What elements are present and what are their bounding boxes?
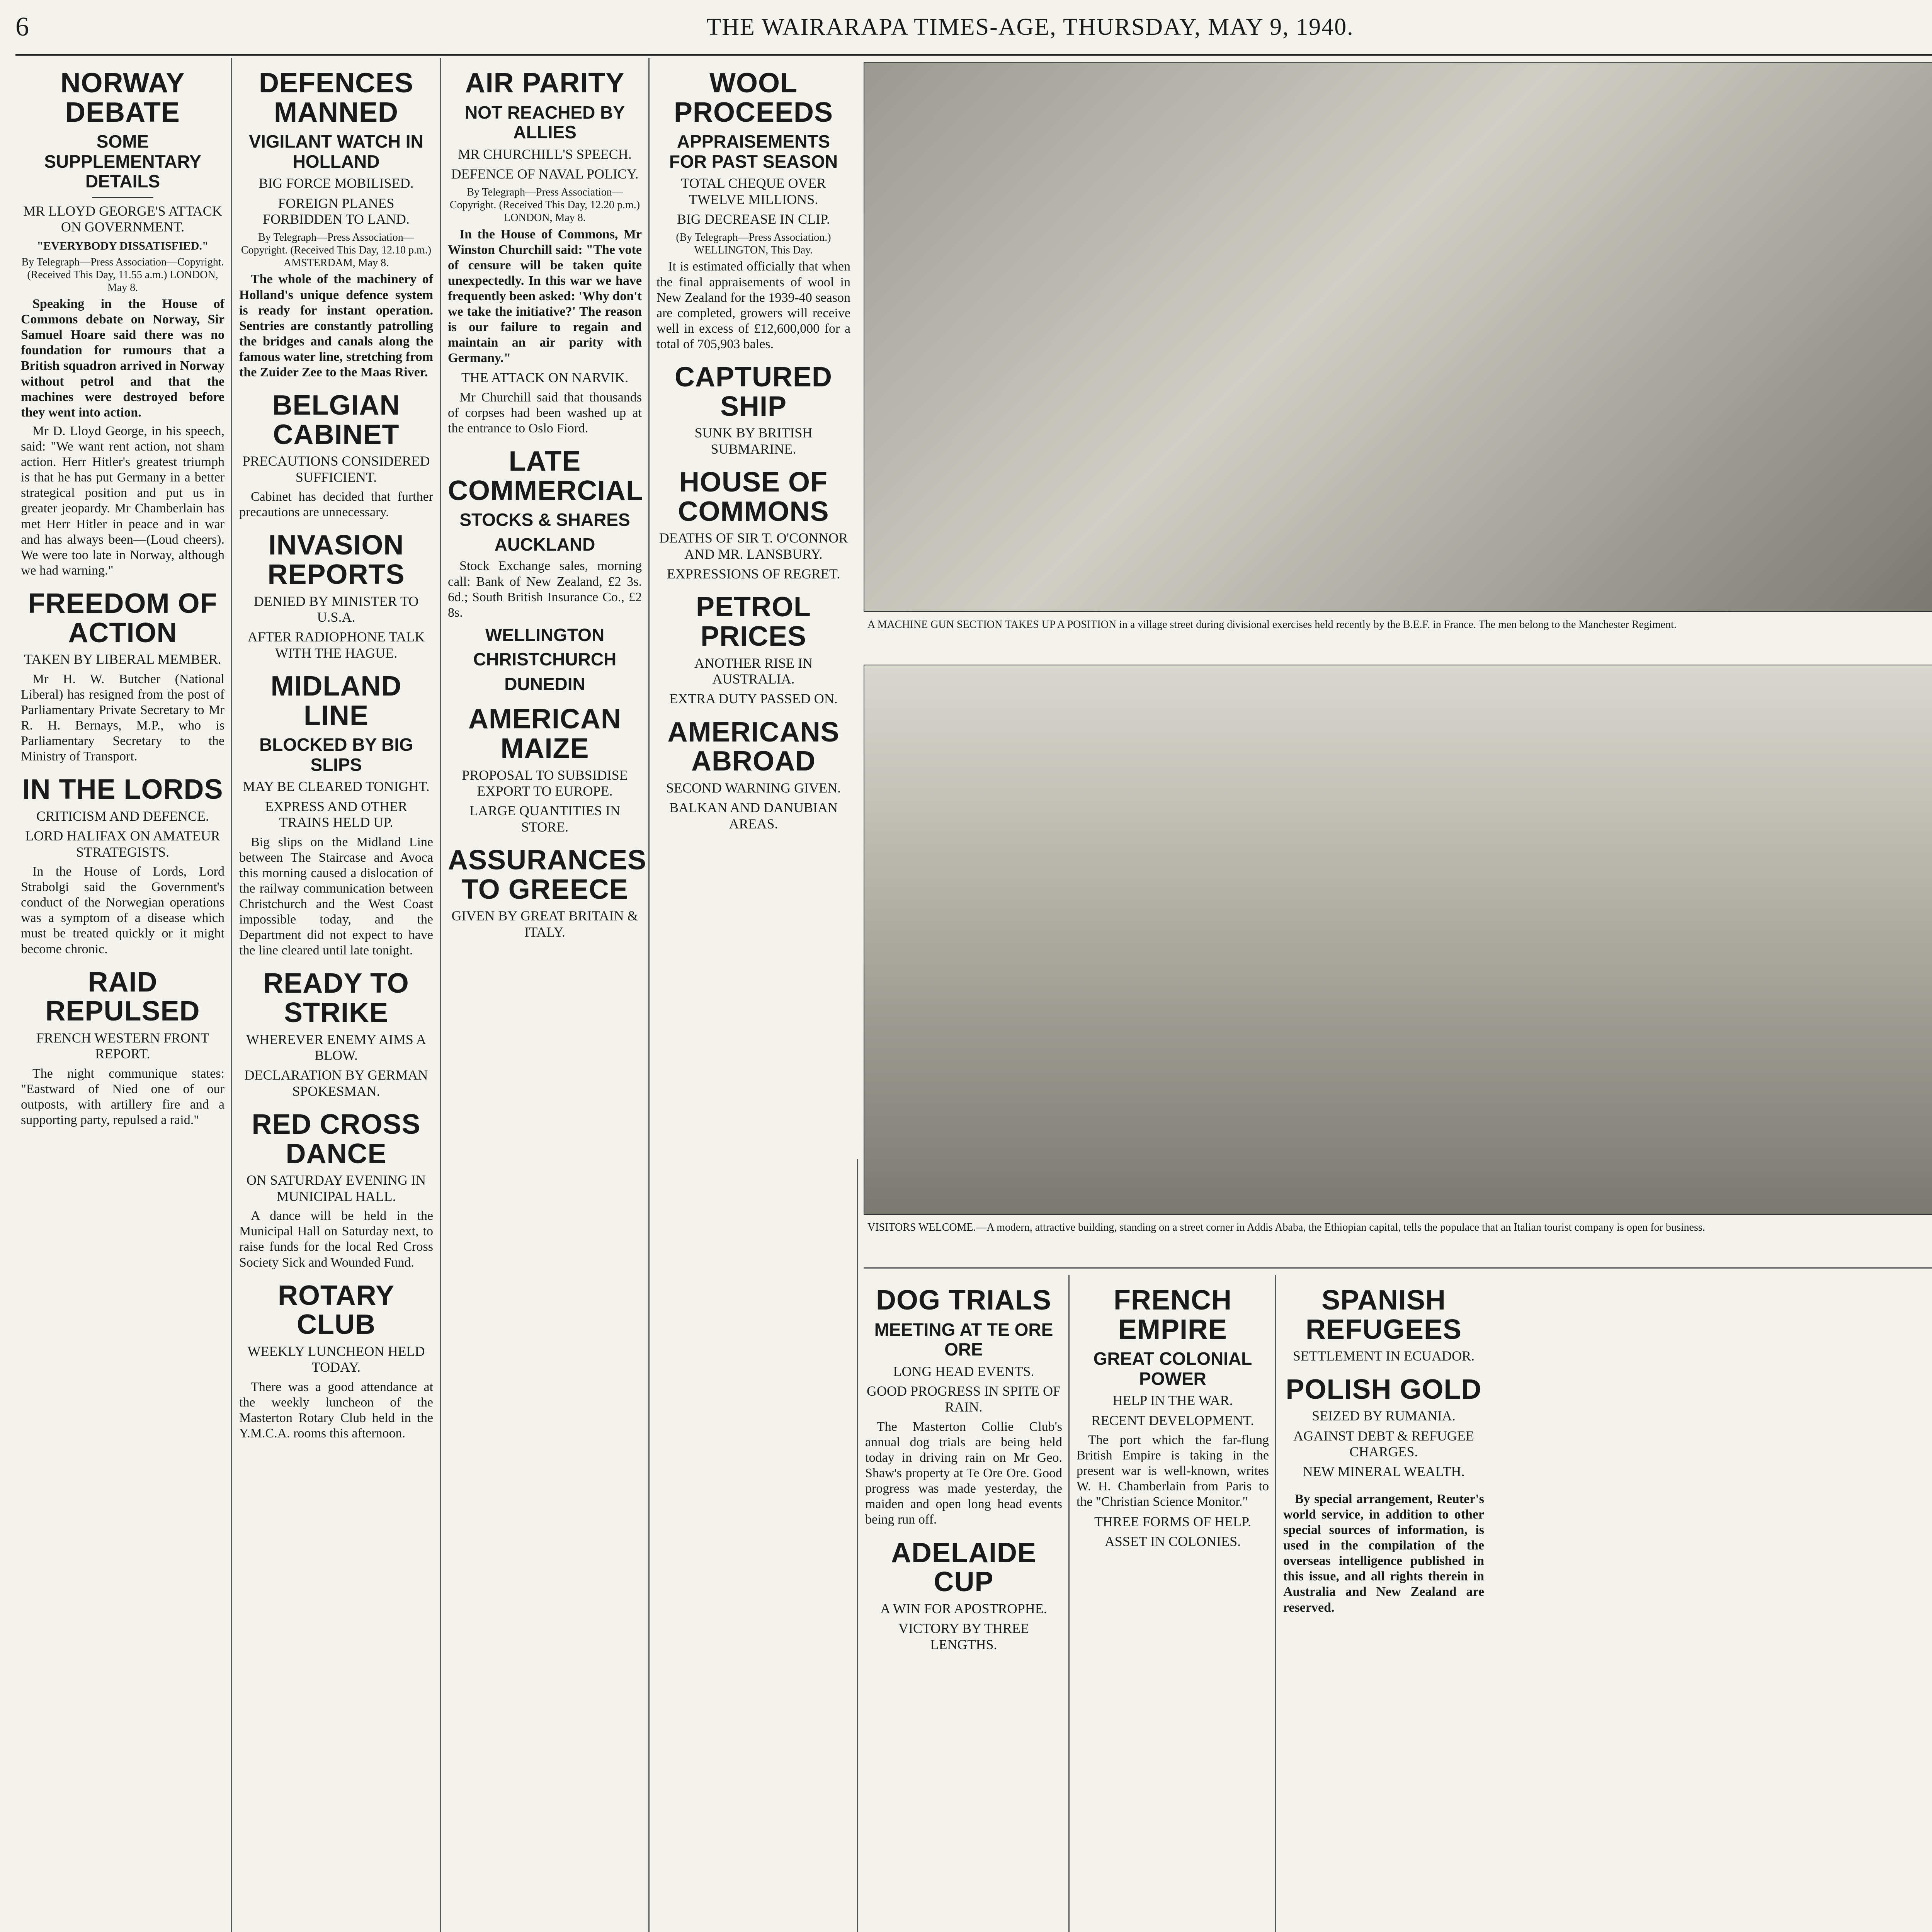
headline-dunedin: DUNEDIN [504, 673, 585, 694]
article-paragraph: Big slips on the Midland Line between The Staircase and Avoca this morning caused a dislocation of the railway communication between Christchurch and the West Coast impossible today, and the Department did not expect to have the line cleared until late tonight. [239, 835, 433, 958]
article-paragraph: Cabinet has decided that further precautions are unnecessary. [239, 490, 433, 520]
headline-rotary-club: ROTARY CLUB [278, 1280, 395, 1340]
column-4 [651, 58, 856, 1932]
deck: BIG FORCE MOBILISED. [259, 175, 414, 191]
headline-auckland: AUCKLAND [494, 534, 595, 554]
column-7 [1278, 1275, 1932, 1932]
column-2 [234, 58, 439, 1932]
deck: SUNK BY BRITISH SUBMARINE. [694, 425, 813, 457]
deck: A WIN FOR APOSTROPHE. [880, 1600, 1047, 1616]
headline-christchurch: CHRISTCHURCH [473, 649, 617, 670]
machine-gun-section-photo [864, 62, 1932, 612]
headline-american-maize: AMERICAN MAIZE [468, 704, 621, 764]
deck: HELP IN THE WAR. [1112, 1393, 1233, 1408]
credit-line: (By Telegraph—Press Association.) WELLINGTON, This Day. [676, 231, 831, 257]
deck: AFTER RADIOPHONE TALK WITH THE HAGUE. [247, 629, 425, 661]
subhead: VIGILANT WATCH IN HOLLAND [249, 131, 423, 172]
credit-line: By Telegraph—Press Association—Copyright. (Received This Day, 12.20 p.m.) LONDON, May 8. [449, 186, 640, 224]
deck: THE ATTACK ON NARVIK. [461, 370, 629, 386]
credit-line: By Telegraph—Press Association—Copyright. (Received This Day, 11.55 a.m.) LONDON, May 8. [21, 256, 224, 294]
headline-midland-line: MIDLAND LINE [270, 671, 402, 731]
subhead: SOME SUPPLEMENTARY DETAILS [44, 131, 201, 192]
article-paragraph: Stock Exchange sales, morning call: Bank of New Zealand, £2 3s. 6d.; South British Insurance Co., £2 8s. [448, 559, 642, 620]
headline-assurances-to-greece: ASSURANCES TO GREECE [448, 845, 647, 905]
headline-in-the-lords: IN THE LORDS [22, 774, 223, 805]
column-rule [1275, 1275, 1276, 1932]
headline-french-empire: FRENCH EMPIRE [1114, 1285, 1232, 1345]
headline-wool-proceeds: WOOL PROCEEDS [673, 68, 833, 128]
headline-dog-trials: DOG TRIALS [876, 1285, 1051, 1316]
column-3 [442, 58, 647, 1932]
deck: ANOTHER RISE IN AUSTRALIA. [694, 655, 813, 687]
deck: THREE FORMS OF HELP. [1094, 1514, 1252, 1529]
article-paragraph: Speaking in the House of Commons debate on Norway, Sir Samuel Hoare said there was no foundation for rumours that a British squadron arrived in Norway without petrol and that the machines were destroyed before they went into action. [21, 297, 224, 420]
headline-captured-ship: CAPTURED SHIP [674, 362, 832, 422]
article-paragraph: The port which the far-flung British Empire is taking in the present war is well-known, writes W. H. Chamberlain from Paris to the "Christian Science Monitor." [1077, 1433, 1269, 1509]
deck: LORD HALIFAX ON AMATEUR STRATEGISTS. [25, 828, 220, 860]
subhead: BLOCKED BY BIG SLIPS [259, 735, 413, 775]
deck: SECOND WARNING GIVEN. [666, 780, 841, 796]
credit-line: By Telegraph—Press Association—Copyright. (Received This Day, 12.10 p.m.) AMSTERDAM, May 8. [241, 231, 432, 269]
deck: TAKEN BY LIBERAL MEMBER. [24, 651, 221, 667]
deck: DENIED BY MINISTER TO U.S.A. [253, 593, 419, 625]
deck: "EVERYBODY DISSATISFIED." [37, 239, 209, 252]
section-rule [864, 1267, 1932, 1269]
article-paragraph: The whole of the machinery of Holland's unique defence system is ready for instant operation. Sentries are constantly patrolling the bridges and canals along the famous water line, stretching from the Zuider Zee to the Maas River. [239, 272, 433, 380]
deck: NEW MINERAL WEALTH. [1303, 1464, 1465, 1480]
deck: RECENT DEVELOPMENT. [1091, 1412, 1254, 1428]
deck: SETTLEMENT IN ECUADOR. [1293, 1348, 1475, 1364]
subhead: NOT REACHED BY ALLIES [464, 102, 625, 143]
headline-belgian-cabinet: BELGIAN CABINET [272, 390, 400, 450]
deck: ASSET IN COLONIES. [1104, 1533, 1241, 1549]
column-6 [1071, 1275, 1274, 1932]
column-rule [231, 58, 232, 1932]
headline-air-parity: AIR PARITY [465, 68, 625, 99]
headline-norway-debate: NORWAY DEBATE [60, 68, 185, 128]
subhead: GREAT COLONIAL POWER [1093, 1349, 1252, 1389]
deck: CRITICISM AND DEFENCE. [36, 808, 209, 824]
addis-ababa-building-photo [864, 665, 1932, 1215]
newspaper-title: THE WAIRARAPA TIMES-AGE, THURSDAY, MAY 9, 1940. [706, 14, 1354, 40]
headline-adelaide-cup: ADELAIDE CUP [891, 1537, 1036, 1598]
headline-polish-gold: POLISH GOLD [1286, 1374, 1482, 1405]
deck: DECLARATION BY GERMAN SPOKESMAN. [244, 1067, 428, 1099]
deck: FOREIGN PLANES FORBIDDEN TO LAND. [263, 195, 410, 227]
article-paragraph: In the House of Lords, Lord Strabolgi said the Government's conduct of the Norwegian operations was a symptom of a disease which must be treated quickly or it might become chronic. [21, 864, 224, 956]
deck: AGAINST DEBT & REFUGEE CHARGES. [1293, 1428, 1474, 1459]
deck: MAY BE CLEARED TONIGHT. [243, 779, 430, 794]
headline-red-cross-dance: RED CROSS DANCE [252, 1109, 421, 1169]
headline-invasion-reports: INVASION REPORTS [267, 530, 405, 590]
article-paragraph: It is estimated officially that when the final appraisements of wool in New Zealand for the 1939-40 season are completed, growers will receive well in excess of £12,600,000 for a total of 705,903 bales. [656, 259, 850, 351]
column-rule [857, 1159, 858, 1932]
article-paragraph: The night communique states: "Eastward of Nied one of our outposts, with artillery fire and a supporting party, repulsed a raid." [21, 1066, 224, 1127]
deck: MR CHURCHILL'S SPEECH. [458, 146, 632, 162]
article-paragraph: Mr D. Lloyd George, in his speech, said: "We want rent action, not sham action. Herr Hitler's greatest triumph is that he has put Germany in a better strategical position and put us in greater jeopardy. Mr Chamberlain has met Herr Hitler in peace and in war and has always been—(Loud cheers). We were too late in Norway, although we had warning." [21, 423, 224, 578]
column-rule [648, 58, 650, 1932]
deck: PRECAUTIONS CONSIDERED SUFFICIENT. [242, 453, 430, 485]
deck: WEEKLY LUNCHEON HELD TODAY. [247, 1343, 425, 1375]
subhead: MEETING AT TE ORE ORE [874, 1319, 1053, 1360]
column-5 [860, 1275, 1068, 1932]
reuters-notice: By special arrangement, Reuter's world service, in addition to other special sources of information, is used in the compilation of the overseas intelligence published in this issue, and all rights therein in Australia and New Zealand are reserved. [1283, 1492, 1484, 1615]
column-rule [440, 58, 441, 1932]
headline-defences-manned: DEFENCES MANNED [259, 68, 414, 128]
deck: MR LLOYD GEORGE'S ATTACK ON GOVERNMENT. [23, 203, 222, 235]
deck: VICTORY BY THREE LENGTHS. [898, 1621, 1029, 1652]
deck: GOOD PROGRESS IN SPITE OF RAIN. [866, 1383, 1061, 1415]
subhead: APPRAISEMENTS FOR PAST SEASON [669, 131, 838, 172]
deck: WHEREVER ENEMY AIMS A BLOW. [246, 1031, 426, 1063]
headline-ready-to-strike: READY TO STRIKE [263, 968, 409, 1029]
deck: FRENCH WESTERN FRONT REPORT. [36, 1030, 209, 1062]
deck: ON SATURDAY EVENING IN MUNICIPAL HALL. [246, 1172, 426, 1204]
deck: TOTAL CHEQUE OVER TWELVE MILLIONS. [681, 175, 826, 207]
article-paragraph: In the House of Commons, Mr Winston Churchill said: "The vote of censure will be taken quite unexpectedly. In this war we have frequently been asked: 'Why don't we take the initiative?' The reason is our failure to regain and maintain an air parity with Germany." [448, 227, 642, 366]
headline-freedom-of-action: FREEDOM OF ACTION [28, 588, 218, 648]
article-paragraph: There was a good attendance at the weekly luncheon of the Masterton Rotary Club held in the Y.M.C.A. rooms this afternoon. [239, 1379, 433, 1440]
deck: BIG DECREASE IN CLIP. [677, 211, 830, 227]
deck: LONG HEAD EVENTS. [893, 1363, 1034, 1379]
deck: EXPRESSIONS OF REGRET. [667, 566, 840, 582]
deck: DEATHS OF SIR T. O'CONNOR AND MR. LANSBURY. [659, 530, 848, 562]
deck: LARGE QUANTITIES IN STORE. [469, 803, 620, 835]
page-number: 6 [15, 12, 30, 42]
article-paragraph: The Masterton Collie Club's annual dog trials are being held today in driving rain on Mr Geo. Shaw's property at Te Ore Ore. Good progress was made yesterday, the maiden and open long head events being run off. [865, 1419, 1062, 1527]
deck: EXTRA DUTY PASSED ON. [669, 691, 838, 707]
headline-raid-repulsed: RAID REPULSED [45, 966, 200, 1027]
headline-house-of-commons: HOUSE OF COMMONS [678, 467, 829, 527]
headline-wellington: WELLINGTON [485, 624, 605, 645]
masthead [15, 0, 1932, 56]
deck: BALKAN AND DANUBIAN AREAS. [669, 800, 838, 832]
headline-americans-abroad: AMERICANS ABROAD [667, 716, 840, 777]
headline-petrol-prices: PETROL PRICES [696, 592, 811, 652]
deck: SEIZED BY RUMANIA. [1312, 1408, 1456, 1424]
article-paragraph: A dance will be held in the Municipal Hall on Saturday next, to raise funds for the local Red Cross Society Sick and Wounded Fund. [239, 1209, 433, 1270]
deck: GIVEN BY GREAT BRITAIN & ITALY. [451, 908, 638, 940]
article-paragraph: Mr H. W. Butcher (National Liberal) has resigned from the post of Parliamentary Private Secretary to Mr R. H. Bernays, M.P., who is Parliamentary Secretary to the Ministry of Transport. [21, 672, 224, 764]
deck: EXPRESS AND OTHER TRAINS HELD UP. [265, 798, 408, 830]
deck: PROPOSAL TO SUBSIDISE EXPORT TO EUROPE. [462, 767, 628, 799]
deck: DEFENCE OF NAVAL POLICY. [451, 166, 639, 182]
subhead: STOCKS & SHARES [459, 510, 630, 530]
headline-late-commercial: LATE COMMERCIAL [448, 446, 643, 506]
photo-caption: A MACHINE GUN SECTION TAKES UP A POSITION in a village street during divisional exercises held recently by the B.E.F. in France. The men belong to the Manchester Regiment. [867, 619, 1677, 631]
headline-spanish-refugees: SPANISH REFUGEES [1305, 1285, 1462, 1345]
column-rule [1068, 1275, 1070, 1932]
column-1 [15, 58, 230, 1932]
photo-caption: VISITORS WELCOME.—A modern, attractive building, standing on a street corner in Addis Ababa, the Ethiopian capital, tells the populace that an Italian tourist company is open for business. [867, 1221, 1705, 1233]
article-paragraph: Mr Churchill said that thousands of corpses had been washed up at the entrance to Oslo Fiord. [448, 390, 642, 436]
